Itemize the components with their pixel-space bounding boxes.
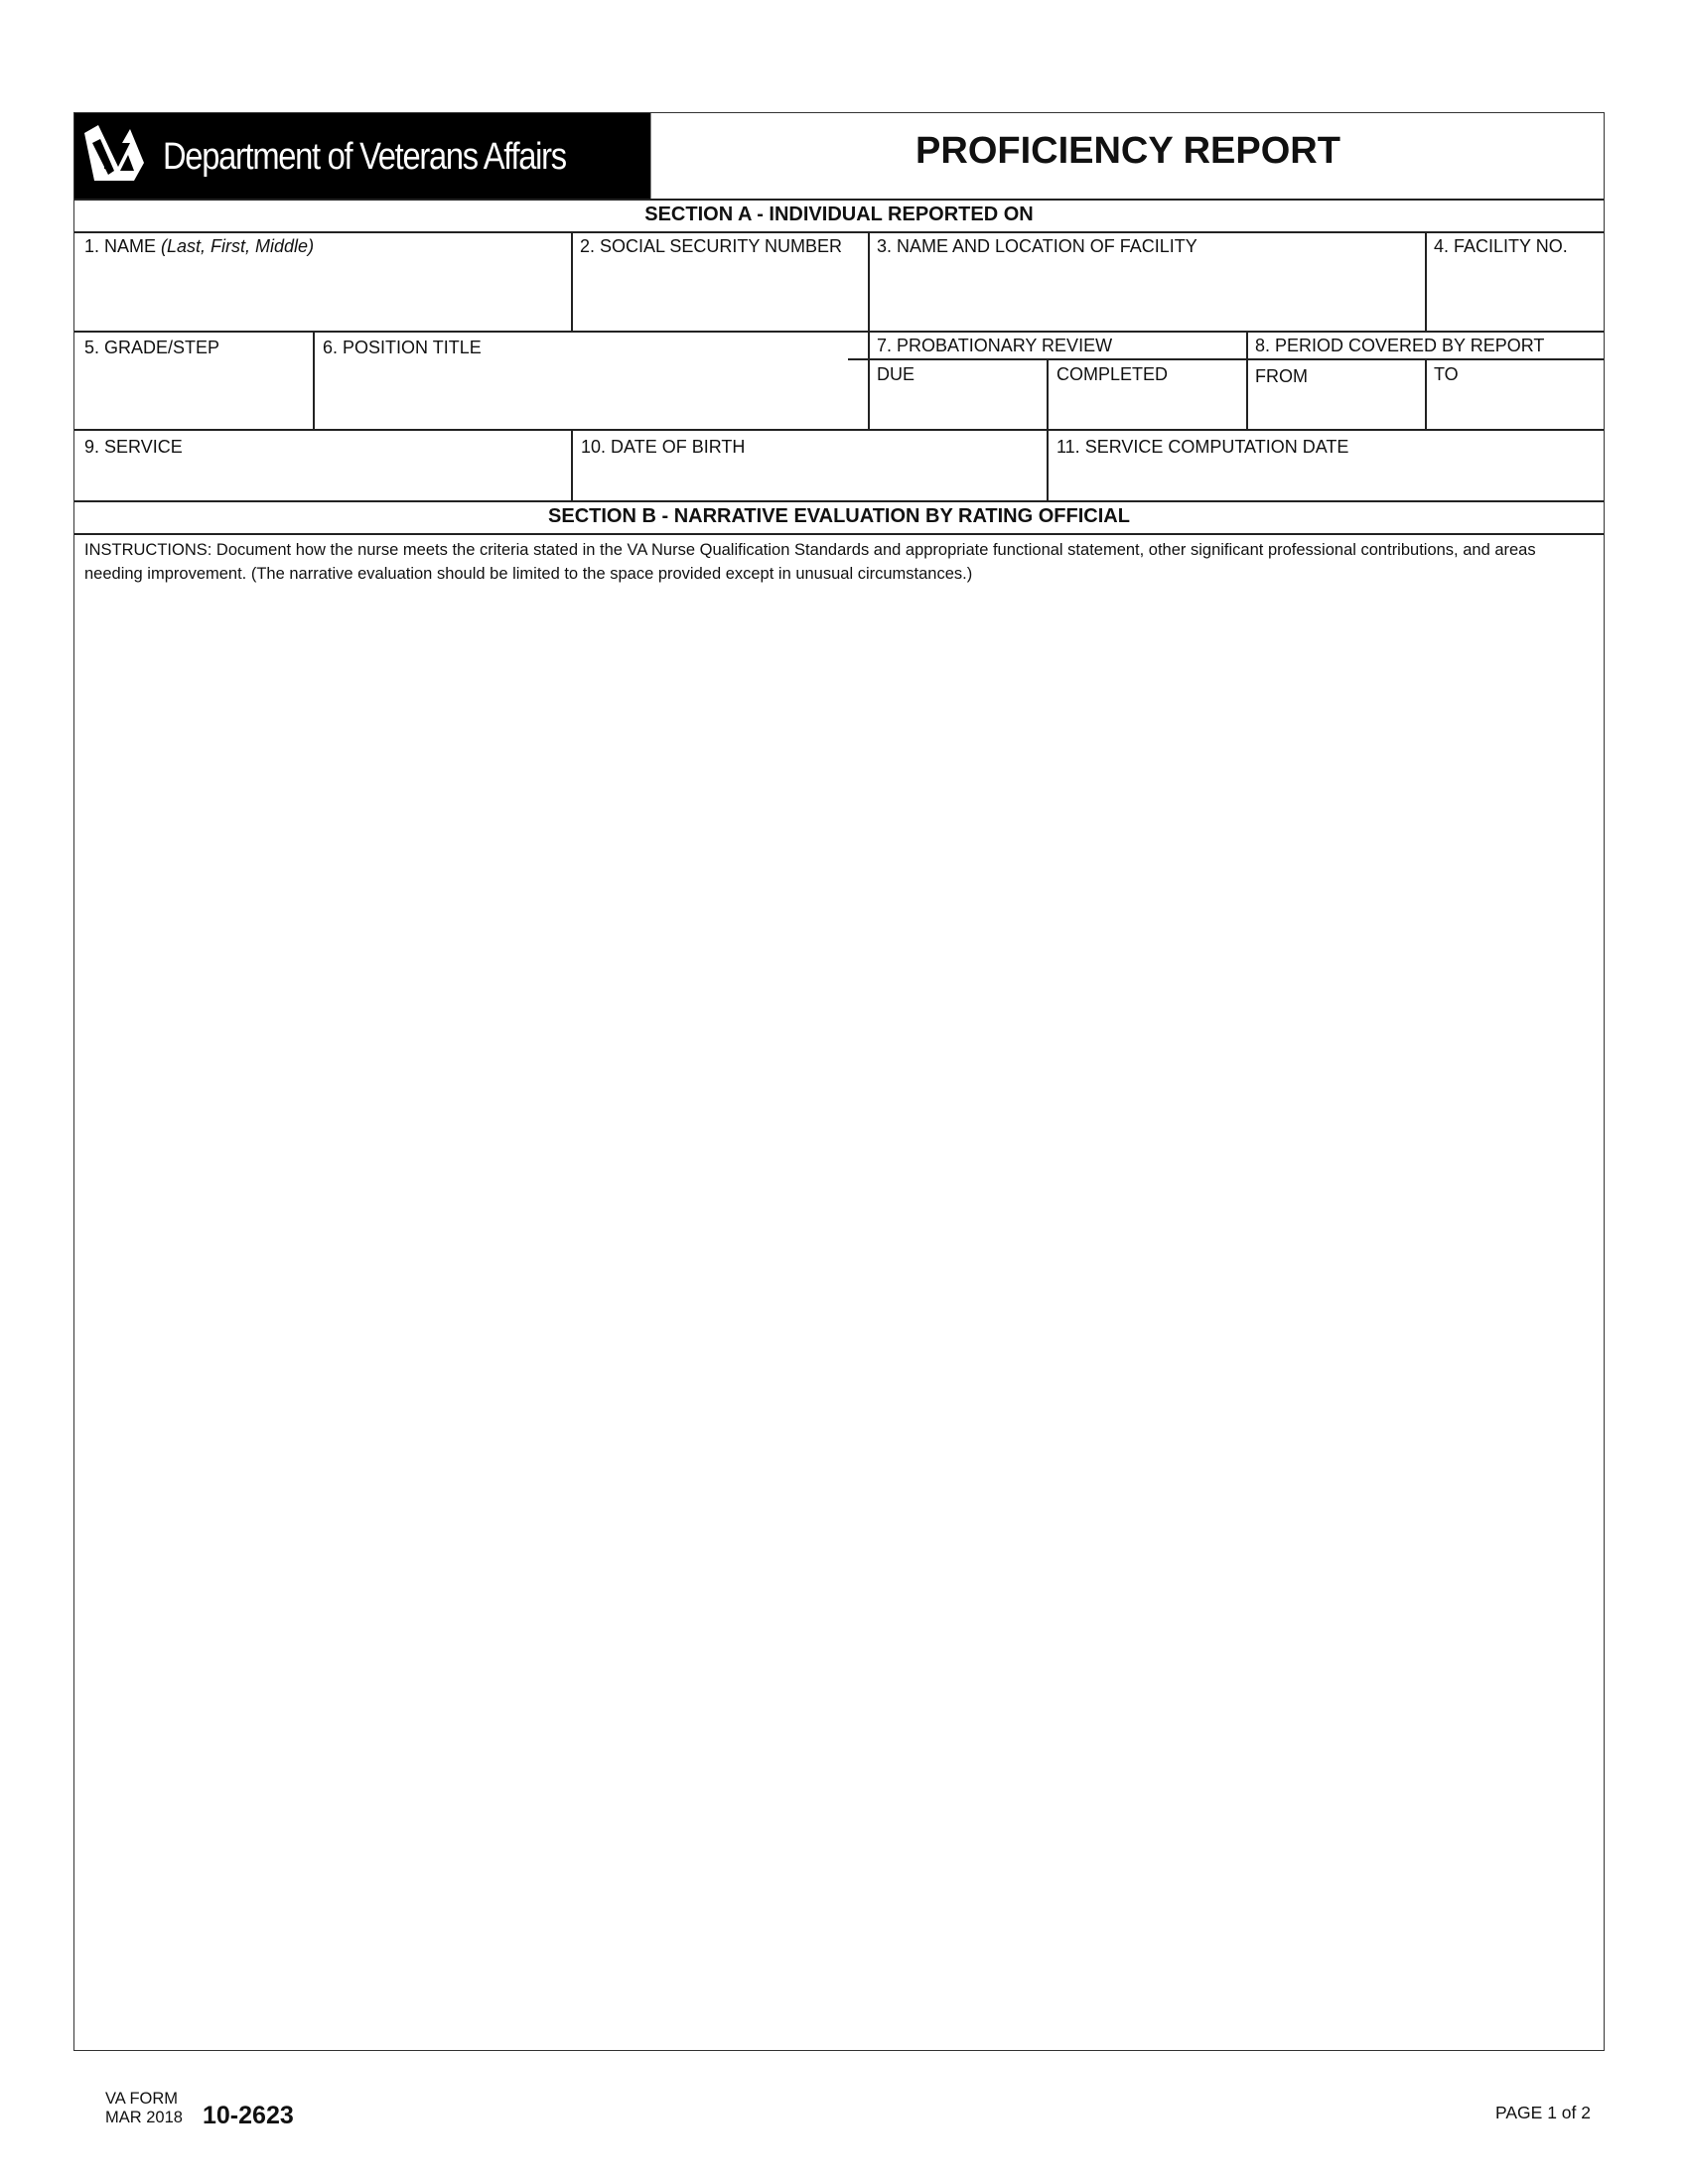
position-title-input[interactable]	[320, 363, 866, 425]
date-of-birth-label: 10. DATE OF BIRTH	[581, 437, 746, 457]
grade-step-input[interactable]	[82, 363, 311, 425]
position-title-label: 6. POSITION TITLE	[323, 338, 482, 357]
name-input[interactable]	[82, 262, 568, 326]
divider	[1425, 358, 1427, 429]
proficiency-report-form	[73, 112, 1605, 2051]
narrative-evaluation-textarea[interactable]	[82, 592, 1598, 2045]
from-label: FROM	[1255, 366, 1308, 386]
divider	[74, 199, 1604, 201]
date-of-birth-input[interactable]	[578, 461, 1045, 498]
service-computation-date-label: 11. SERVICE COMPUTATION DATE	[1056, 437, 1349, 457]
service-input[interactable]	[82, 461, 568, 498]
divider	[868, 231, 870, 429]
form-number: 10-2623	[203, 2102, 294, 2129]
divider	[74, 533, 1604, 535]
grade-step-label: 5. GRADE/STEP	[84, 338, 220, 357]
due-date-input[interactable]	[874, 387, 1045, 427]
divider	[848, 358, 1604, 360]
name-label-text: 1. NAME	[84, 236, 162, 256]
facility-no-label: 4. FACILITY NO.	[1434, 236, 1568, 256]
divider	[74, 500, 1604, 502]
ssn-input[interactable]	[577, 262, 867, 326]
facility-no-input[interactable]	[1431, 262, 1602, 326]
divider	[74, 331, 1604, 333]
period-to-input[interactable]	[1431, 387, 1602, 427]
due-label: DUE	[877, 364, 915, 384]
period-from-input[interactable]	[1252, 389, 1423, 427]
name-label	[84, 236, 314, 256]
va-brand-banner	[74, 113, 650, 200]
divider	[571, 429, 573, 500]
ssn-label: 2. SOCIAL SECURITY NUMBER	[580, 236, 843, 256]
facility-name-location-input[interactable]	[874, 262, 1424, 326]
divider	[1047, 429, 1049, 500]
divider	[571, 231, 573, 331]
agency-name: Department of Veterans Affairs	[163, 136, 566, 178]
period-covered-label: 8. PERIOD COVERED BY REPORT	[1255, 336, 1545, 355]
page-number: PAGE 1 of 2	[1495, 2103, 1591, 2122]
completed-date-input[interactable]	[1054, 387, 1244, 427]
facility-name-location-label: 3. NAME AND LOCATION OF FACILITY	[877, 236, 1197, 256]
divider	[74, 231, 1604, 233]
to-label: TO	[1434, 364, 1459, 384]
form-label: VA FORM	[105, 2090, 179, 2108]
completed-label: COMPLETED	[1056, 364, 1169, 384]
name-hint: (Last, First, Middle)	[161, 236, 315, 256]
narrative-instructions: INSTRUCTIONS: Document how the nurse meets the criteria stated in the VA Nurse Qualification Standards and appropriate functional statement, other significant professional contributions, and areas needing improvement. (The narrative evaluation should be limited to the space provided except in unusual circumstances.)	[84, 541, 1536, 583]
divider	[74, 429, 1604, 431]
service-label: 9. SERVICE	[84, 437, 183, 457]
section-b-heading: SECTION B - NARRATIVE EVALUATION BY RATING OFFICIAL	[548, 505, 1130, 527]
probationary-review-label: 7. PROBATIONARY REVIEW	[877, 336, 1113, 355]
section-a-heading: SECTION A - INDIVIDUAL REPORTED ON	[644, 204, 1034, 225]
service-computation-date-input[interactable]	[1054, 461, 1602, 498]
divider	[1425, 231, 1427, 331]
divider	[1246, 331, 1248, 429]
form-date: MAR 2018	[105, 2109, 183, 2126]
divider	[313, 331, 315, 429]
form-title: PROFICIENCY REPORT	[915, 130, 1340, 172]
divider	[1047, 358, 1049, 429]
va-logo-icon	[82, 123, 148, 187]
